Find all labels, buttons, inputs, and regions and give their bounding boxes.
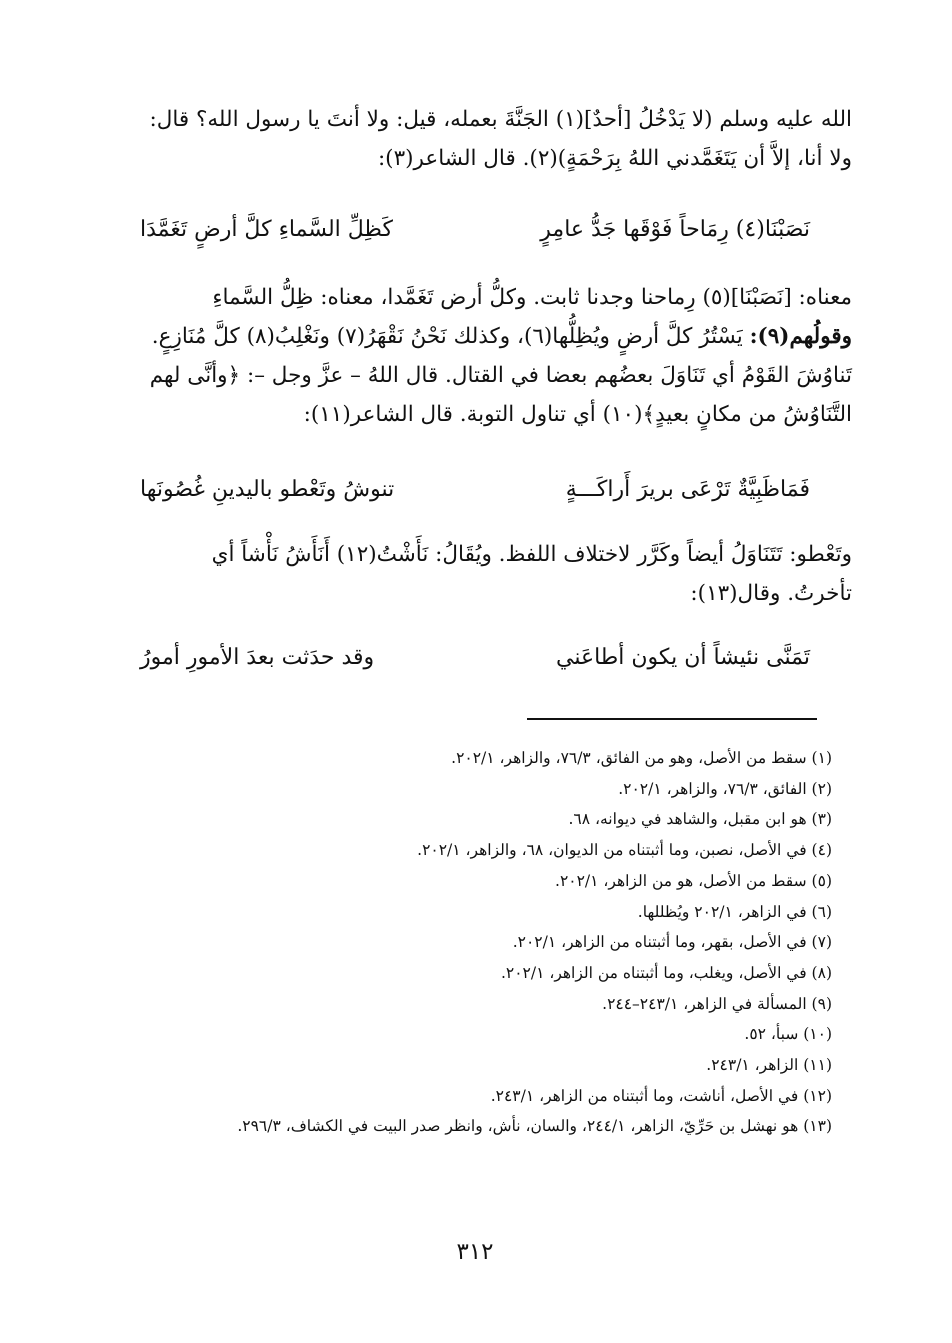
footnote: (٩) المسألة في الزاهر، ٢٤٣/١–٢٤٤. (602, 994, 832, 1013)
text-line: ولا أنا، إلاَّ أن يَتَغَمَّدني اللهُ بِرَحْمَةٍ)(٢). قال الشاعر(٣): (377, 146, 852, 171)
verse-3 (100, 638, 830, 678)
footnote: (١٢) في الأصل، أناشت، وما أثبتناه من الزاهر، ٢٤٣/١. (490, 1086, 832, 1105)
text-line: تَناوُشَ القَوْمُ أي تَنَاوَلَ بعضُهم بعضا في القتال. قال اللهُ – عزَّ وجل –: ﴿وأنَّى لهم (149, 363, 852, 388)
bold-phrase: وقولُهم(٩): (749, 324, 852, 349)
footnote: (١) سقط من الأصل، وهو من الفائق، ٧٦/٣، والزاهر، ٢٠٢/١. (451, 749, 832, 767)
verse-first-hemistich: تَمَنَّى نئيشاً أن يكون أطاعَني (555, 645, 810, 670)
footnote: (٥) سقط من الأصل، هو من الزاهر، ٢٠٢/١. (555, 871, 832, 890)
footnote: (٨) في الأصل، ويغلب، وما أثبتناه من الزاهر، ٢٠٢/١. (500, 963, 832, 982)
verse-second-hemistich: وقد حدَثت بعدَ الأمورِ أمورُ (140, 645, 375, 670)
footnote: (٦) في الزاهر، ٢٠٢/١ ويُظللها. (637, 902, 832, 921)
footnote: (١٠) سبأ، ٥٢. (744, 1025, 832, 1044)
verse-1 (100, 210, 830, 250)
verse-2 (100, 470, 830, 510)
footnote: (٣) هو ابن مقبل، والشاهد في ديوانه، ٦٨. (568, 810, 832, 829)
footnote: (١١) الزاهر، ٢٤٣/١. (706, 1056, 832, 1075)
footnote: (١٣) هو نهشل بن حَرِّيّ، الزاهر، ٢٤٤/١، والسان، نأش، وانظر صدر البيت في الكشاف، ٢٩٦/٣. (237, 1117, 832, 1136)
text-line: وتَعْطو: تَتَنَاوَلُ أيضاً وكَرَّر لاختلاف اللفظ. ويُقَالُ: نَأَشْتُ(١٢) أَنَأَشُ نَأْشاً أي (211, 542, 852, 567)
verse-second-hemistich: تنوشُ وتَعْطو باليدينِ غُصُونَها (140, 477, 395, 502)
paragraph-1 (82, 100, 852, 178)
footnote: (٢) الفائق، ٧٦/٣، والزاهر، ٢٠٢/١. (618, 779, 832, 798)
footnote: (٧) في الأصل، بقهر، وما أثبتناه من الزاهر، ٢٠٢/١. (512, 933, 832, 952)
verse-first-hemistich: فَمَاظَبِيَّةٌ تَرْعَى بريرَ أَراكَـــةٍ (565, 477, 810, 502)
verse-first-hemistich: نَصَبْنَا(٤) رِمَاحاً فَوْقَها جَدُّ عامِرٍ (540, 217, 810, 242)
text-line-with-bold (82, 317, 852, 356)
verse-second-hemistich: كَظِلِّ السَّماءِ كلَّ أرضٍ تَغَمَّدَا (140, 217, 393, 242)
footnotes (110, 743, 832, 1142)
footnote-separator (527, 718, 817, 720)
text-line: الله عليه وسلم (لا يَدْخُلُ [أحدٌ](١) الجَنَّةَ بعمله، قيل: ولا أنتَ يا رسول الله؟ قال: (149, 107, 852, 132)
text-line: معناه: [نَصَبْنَا](٥) رِماحنا وجدنا ثابت. وكلُّ أرض تَغَمَّدا، معناه: ظِلُّ السَّماءِ (212, 285, 852, 310)
paragraph-2 (82, 278, 852, 434)
footnote: (٤) في الأصل، نصبن، وما أثبتناه من الديوان، ٦٨، والزاهر، ٢٠٢/١. (417, 841, 832, 860)
text-segment: يَسْتُرُ كلَّ أرضٍ ويُظِلُّها(٦)، وكذلك نَحْنُ نَقْهَرُ(٧) ونَغْلِبُ(٨) كلَّ مُنَازِعٍ. (151, 324, 743, 349)
page-number: ٣١٢ (456, 1239, 494, 1265)
text-line: تأخرتُ. وقال(١٣): (690, 581, 852, 606)
paragraph-3 (82, 535, 852, 613)
text-line: التَّنَاوُشُ من مكانٍ بعيدٍ﴾(١٠) أي تناول التوبة. قال الشاعر(١١): (303, 402, 852, 427)
